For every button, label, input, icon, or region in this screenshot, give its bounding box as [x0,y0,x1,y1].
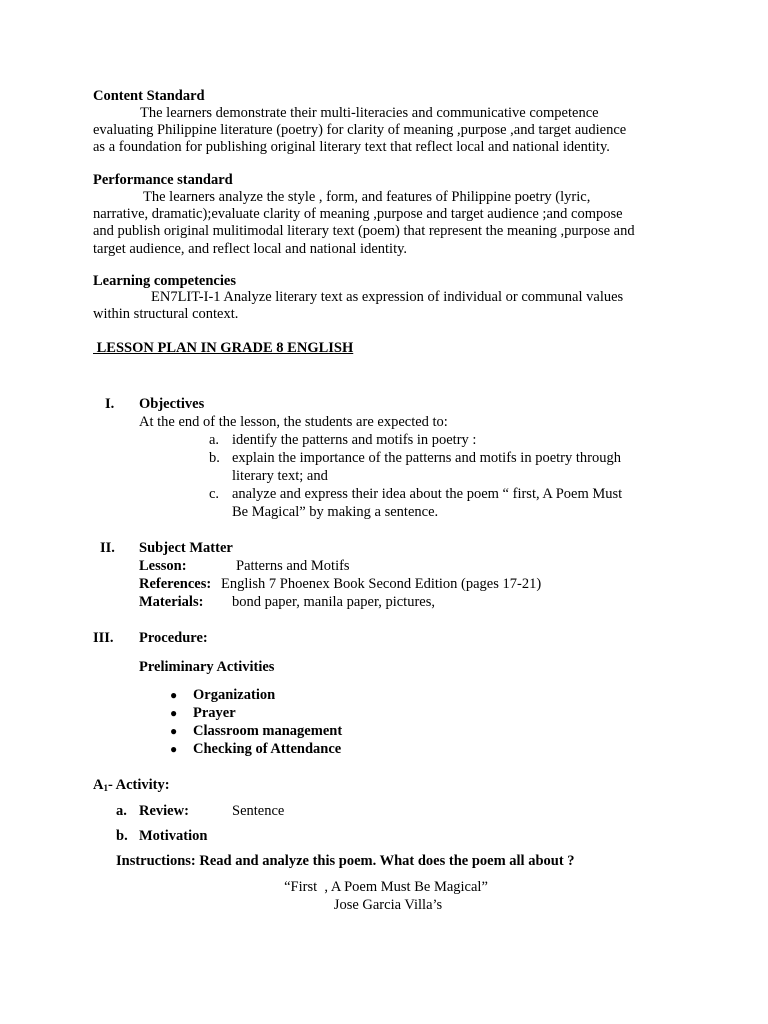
procedure-numeral: III. [93,630,114,646]
objective-letter: b. [209,450,220,466]
review-label: Review: [139,803,189,819]
bullet-icon: ● [170,742,178,756]
preliminary-item: Prayer [193,705,236,721]
activity-prefix: A [93,777,104,793]
activity-subscript: 1 [103,783,108,793]
content-standard-line: evaluating Philippine literature (poetry) for clarity of meaning ,purpose ,and target audience [93,122,627,139]
bullet-icon: ● [170,688,178,702]
references-label: References: [139,576,212,592]
learning-competencies-heading: Learning competencies [93,273,236,289]
content-standard-line: The learners demonstrate their multi-literacies and communicative competence [140,105,599,121]
subject-matter-heading: Subject Matter [139,540,233,556]
learning-competencies-line: within structural context. [93,306,239,323]
objective-item: explain the importance of the patterns and motifs in poetry through [232,450,621,466]
materials-value: bond paper, manila paper, pictures, [232,594,435,610]
materials-label: Materials: [139,594,204,610]
objective-letter: a. [209,432,220,448]
objective-item: identify the patterns and motifs in poetry : [232,432,477,448]
learning-competencies-text [93,289,683,323]
objective-item: analyze and express their idea about the poem “ first, A Poem Must [232,486,623,502]
performance-standard-line: narrative, dramatic);evaluate clarity of meaning ,purpose and target audience ;and compose [93,206,623,223]
learning-competencies-line: EN7LIT-I-1 Analyze literary text as expression of individual or communal values [151,289,624,305]
bullet-icon: ● [170,706,178,720]
activity-heading [93,777,170,797]
lesson-plan-title: LESSON PLAN IN GRADE 8 ENGLISH [93,340,354,356]
objective-letter: c. [209,486,220,502]
review-value: Sentence [232,803,285,819]
objective-item: literary text; and [232,468,328,484]
poem-title: “First , A Poem Must Be Magical” [284,879,488,895]
poem-author: Jose Garcia Villa’s [333,897,443,913]
content-standard-line: as a foundation for publishing original literary text that reflect local and national identity. [93,139,610,156]
motivation-letter: b. [116,828,128,844]
performance-standard-heading: Performance standard [93,172,233,188]
preliminary-item: Classroom management [193,723,343,739]
preliminary-activities-heading: Preliminary Activities [139,659,275,675]
performance-standard-text [93,189,683,258]
lesson-value: Patterns and Motifs [236,558,350,574]
references-value: English 7 Phoenex Book Second Edition (pages 17-21) [221,576,542,592]
content-standard-heading: Content Standard [93,88,205,104]
objective-item: Be Magical” by making a sentence. [232,504,439,520]
activity-suffix: - Activity: [107,777,170,793]
motivation-label: Motivation [139,828,208,844]
objectives-numeral: I. [105,396,115,412]
instructions-text: Instructions: Read and analyze this poem. What does the poem all about ? [116,853,575,869]
subject-matter-numeral: II. [100,540,115,556]
content-standard-text [93,105,683,157]
objectives-heading: Objectives [139,396,205,412]
preliminary-item: Checking of Attendance [193,741,342,757]
bullet-icon: ● [170,724,178,738]
performance-standard-line: and publish original mulitimodal literary text (poem) that represent the meaning ,purpose and [93,223,635,240]
performance-standard-line: target audience, and reflect local and national identity. [93,240,408,257]
procedure-heading: Procedure: [139,630,208,646]
performance-standard-line: The learners analyze the style , form, and features of Philippine poetry (lyric, [143,189,591,205]
review-letter: a. [116,803,127,819]
lesson-label: Lesson: [139,558,187,574]
preliminary-item: Organization [193,687,276,703]
objectives-intro: At the end of the lesson, the students are expected to: [139,414,448,430]
